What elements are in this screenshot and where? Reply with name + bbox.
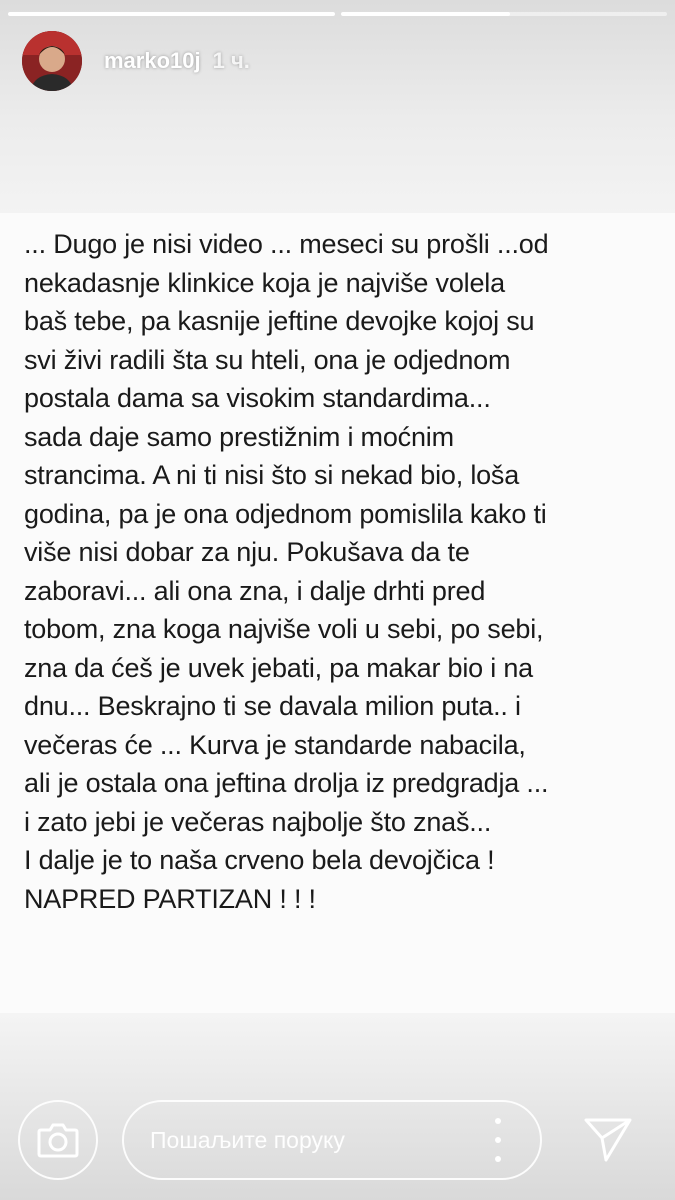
story-progress (8, 12, 667, 16)
story-text-line: i zato jebi je večeras najbolje što znaš... (24, 806, 492, 837)
more-icon-dot (495, 1156, 501, 1162)
more-icon (495, 1118, 501, 1124)
camera-button[interactable] (18, 1100, 98, 1180)
story-username[interactable]: marko10j (104, 48, 201, 73)
more-options-button[interactable] (486, 1118, 510, 1162)
send-icon[interactable] (580, 1110, 636, 1166)
progress-fill-2 (341, 12, 511, 16)
more-icon-dot (495, 1137, 501, 1143)
story-text-line: I dalje je to naša crveno bela devojčica ! (24, 845, 495, 875)
story-text-line: strancima. A ni ti nisi što si nekad bio, loša (24, 460, 520, 490)
story-content-card (0, 213, 675, 1013)
story-text-line: sada daje samo prestižnim i moćnim (24, 421, 454, 452)
story-text-line: zaboravi... ali ona zna, i dalje drhti pred (24, 575, 486, 606)
story-text-line: više nisi dobar za nju. Pokušava da te (24, 537, 470, 567)
reply-bar (0, 1090, 675, 1190)
story-text-line: ali je ostala ona jeftina drolja iz predgradja ... (24, 768, 549, 798)
story-text-line: večeras će ... Kurva je standarde nabacila, (24, 729, 526, 760)
story-text-line: zna da ćeš je uvek jebati, pa makar bio i na (24, 652, 533, 683)
avatar[interactable] (22, 31, 82, 91)
story-text-line: nekadasnje klinkice koja je najviše volela (24, 267, 505, 298)
progress-segment-2 (341, 12, 668, 16)
story-text (24, 225, 664, 918)
message-input[interactable] (122, 1100, 542, 1180)
story-header (22, 28, 250, 94)
story-text-line: ... Dugo je nisi video ... meseci su prošli ...od (24, 229, 549, 259)
story-text-line: baš tebe, pa kasnije jeftine devojke kojoj su (24, 306, 535, 336)
story-timestamp: 1 ч. (212, 48, 250, 73)
progress-segment-1 (8, 12, 335, 16)
avatar-image (22, 31, 82, 91)
story-text-line: postala dama sa visokim standardima... (24, 383, 491, 413)
progress-fill-1 (8, 12, 335, 16)
story-text-line: tobom, zna koga najviše voli u sebi, po sebi, (24, 614, 544, 644)
story-text-line: dnu... Beskrajno ti se davala milion puta.. i (24, 691, 521, 721)
story-text-line: svi živi radili šta su hteli, ona je odjednom (24, 344, 511, 375)
camera-icon (37, 1122, 79, 1158)
story-text-line: NAPRED PARTIZAN ! ! ! (24, 883, 316, 914)
story-text-line: godina, pa je ona odjednom pomislila kako ti (24, 498, 547, 529)
